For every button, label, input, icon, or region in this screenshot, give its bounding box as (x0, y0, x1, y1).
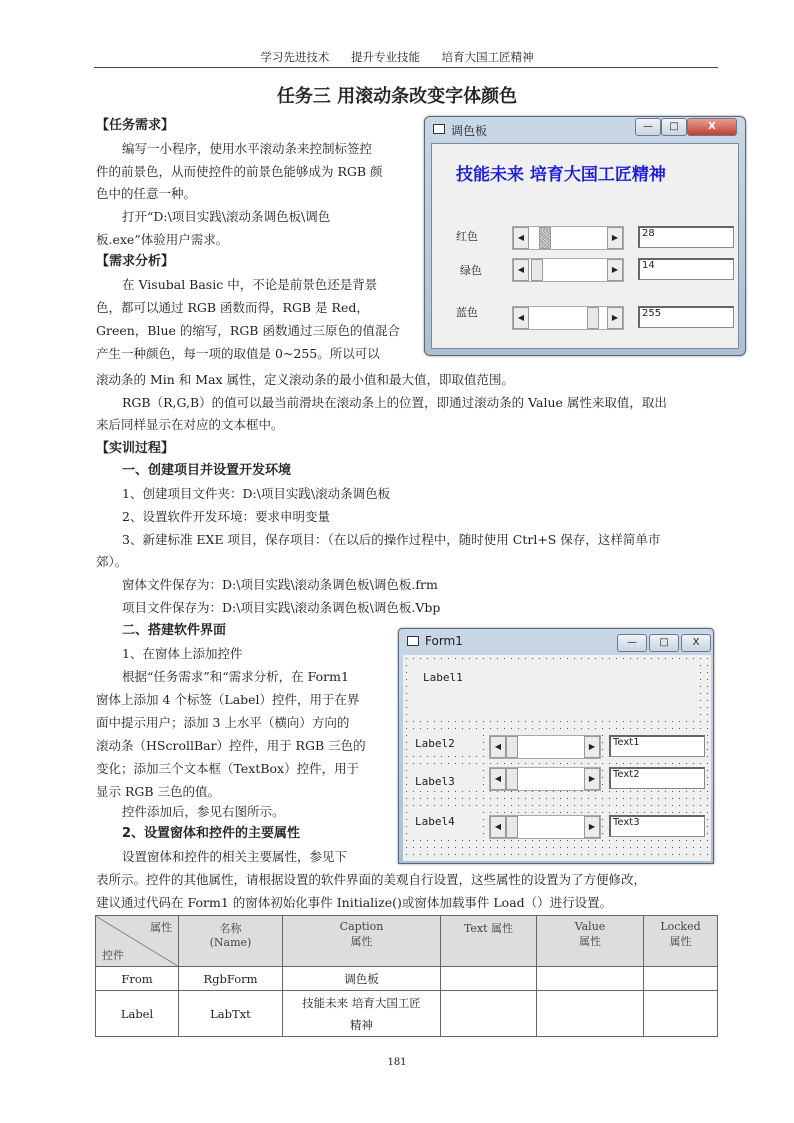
hscrollbar-3[interactable]: ◀ ▶ (489, 815, 601, 839)
palette-client (431, 143, 739, 349)
cell: 技能未来 培育大国工匠精神 (283, 991, 441, 1037)
text1[interactable]: Text1 (609, 735, 705, 757)
label4[interactable]: Label4 (415, 815, 455, 828)
corner-bottom-label: 控件 (102, 949, 124, 962)
section-heading: 【需求分析】 (96, 254, 175, 269)
red-scrollbar[interactable]: ◀ ▶ (512, 226, 624, 250)
form1-window (398, 628, 714, 864)
text-line: 郊）。 (96, 554, 128, 569)
text-line: 2、设置软件开发环境：要求申明变量 (122, 509, 330, 524)
corner-header (96, 916, 179, 967)
blue-textbox[interactable]: 255 (638, 306, 734, 328)
text-line: 色，都可以通过 RGB 函数而得，RGB 是 Red， (96, 300, 369, 315)
section-heading: 【实训过程】 (96, 441, 175, 456)
subsection-heading: 二、搭建软件界面 (122, 623, 227, 638)
text-line: 滚动条的 Min 和 Max 属性，定义滚动条的最小值和最大值，即取值范围。 (96, 372, 515, 387)
red-label: 红色 (456, 230, 478, 243)
green-scrollbar[interactable]: ◀ ▶ (512, 258, 624, 282)
text-line: 显示 RGB 三色的值。 (96, 784, 221, 799)
form-designer-grid (403, 655, 711, 861)
text-line: 控件添加后，参见右图所示。 (122, 804, 285, 819)
blue-label: 蓝色 (456, 306, 478, 319)
section-heading: 【任务需求】 (96, 118, 175, 133)
running-header: 学习先进技术 提升专业技能 培育大国工匠精神 (260, 50, 534, 64)
cell (441, 991, 537, 1037)
text-line: 编写一小程序，使用水平滚动条来控制标签控 (122, 141, 373, 156)
header-caption: Caption 属性 (283, 916, 441, 967)
page-title: 任务三 用滚动条改变字体颜色 (276, 86, 518, 107)
text-line: 件的前景色，从而使控件的前景色能够成为 RGB 颜 (96, 164, 383, 179)
close-button[interactable]: X (687, 118, 737, 136)
text-line: 色中的任意一种。 (96, 186, 197, 201)
cell: Label (96, 991, 179, 1037)
header-value: Value 属性 (537, 916, 644, 967)
window-icon (433, 124, 445, 134)
text-line: 窗体文件保存为：D:\项目实践\滚动条调色板\调色板.frm (122, 577, 438, 592)
text-line: 3、新建标准 EXE 项目，保存项目：（在以后的操作过程中，随时使用 Ctrl+S 保存，这样简单市 (122, 532, 661, 547)
subsection-heading: 2、设置窗体和控件的主要属性 (122, 826, 301, 841)
red-textbox[interactable]: 28 (638, 226, 734, 248)
properties-table (95, 915, 718, 1037)
text-line: 1、创建项目文件夹：D:\项目实践\滚动条调色板 (122, 486, 391, 501)
cell (644, 967, 718, 991)
text-line: 设置窗体和控件的相关主要属性，参见下 (122, 849, 348, 864)
close-button[interactable]: X (681, 634, 711, 652)
green-textbox[interactable]: 14 (638, 258, 734, 280)
cell: LabTxt (179, 991, 283, 1037)
window-icon (407, 636, 419, 646)
cell: 调色板 (283, 967, 441, 991)
window-title: Form1 (425, 634, 463, 648)
minimize-button[interactable]: — (635, 118, 661, 136)
text-line: 面中提示用户；添加 3 上水平（横向）方向的 (96, 715, 350, 730)
minimize-button[interactable]: — (617, 634, 647, 652)
text-line: 项目文件保存为：D:\项目实践\滚动条调色板\调色板.Vbp (122, 600, 441, 615)
text-line: 打开“D:\项目实践\滚动条调色板\调色 (122, 209, 331, 224)
text-line: 来后同样显示在对应的文本框中。 (96, 417, 284, 432)
header-locked: Locked 属性 (644, 916, 718, 967)
text-line: 变化；添加三个文本框（TextBox）控件，用于 (96, 761, 360, 776)
text-line: RGB（R,G,B）的值可以最当前滑块在滚动条上的位置，即通过滚动条的 Value 属性来取值，取出 (122, 395, 667, 410)
page-number: 181 (387, 1057, 407, 1068)
cell (644, 991, 718, 1037)
text-line: 滚动条（HScrollBar）控件，用于 RGB 三色的 (96, 738, 366, 753)
text-line: Green，Blue 的缩写，RGB 函数通过三原色的值混合 (96, 323, 400, 338)
cell (537, 991, 644, 1037)
cell (441, 967, 537, 991)
text-line: 板.exe”体验用户需求。 (96, 232, 229, 247)
palette-window (424, 116, 746, 356)
corner-top-label: 属性 (150, 921, 172, 934)
maximize-button[interactable]: □ (649, 634, 679, 652)
label3[interactable]: Label3 (415, 775, 455, 788)
label1[interactable]: Label1 (423, 671, 463, 684)
cell: From (96, 967, 179, 991)
text-line: 产生一种颜色，每一项的取值是 0~255。所以可以 (96, 346, 380, 361)
text3[interactable]: Text3 (609, 815, 705, 837)
table-row (96, 967, 718, 991)
text-line: 建议通过代码在 Form1 的窗体初始化事件 Initialize()或窗体加载事件 Load（）进行设置。 (96, 895, 613, 910)
text-line: 根据“任务需求”和“需求分析，在 Form1 (122, 669, 349, 684)
maximize-button[interactable]: □ (661, 118, 687, 136)
cell: RgbForm (179, 967, 283, 991)
hscrollbar-2[interactable]: ◀ ▶ (489, 767, 601, 791)
header-text: Text 属性 (441, 916, 537, 967)
header-name: 名称 (Name) (179, 916, 283, 967)
text-line: 窗体上添加 4 个标签（Label）控件，用于在界 (96, 692, 360, 707)
green-label: 绿色 (460, 264, 482, 277)
header-rule (94, 67, 718, 68)
text-line: 1、在窗体上添加控件 (122, 646, 243, 661)
text2[interactable]: Text2 (609, 767, 705, 789)
table-row (96, 991, 718, 1037)
text-line: 表所示。控件的其他属性，请根据设置的软件界面的美观自行设置，这些属性的设置为了方便修改， (96, 872, 647, 887)
cell (537, 967, 644, 991)
caption-label: 技能未来 培育大国工匠精神 (456, 165, 666, 185)
blue-scrollbar[interactable]: ◀ ▶ (512, 306, 624, 330)
label2[interactable]: Label2 (415, 737, 455, 750)
subsection-heading: 一、创建项目并设置开发环境 (122, 463, 292, 478)
window-title: 调色板 (451, 124, 488, 138)
text-line: 在 Visubal Basic 中，不论是前景色还是背景 (122, 277, 378, 292)
hscrollbar-1[interactable]: ◀ ▶ (489, 735, 601, 759)
